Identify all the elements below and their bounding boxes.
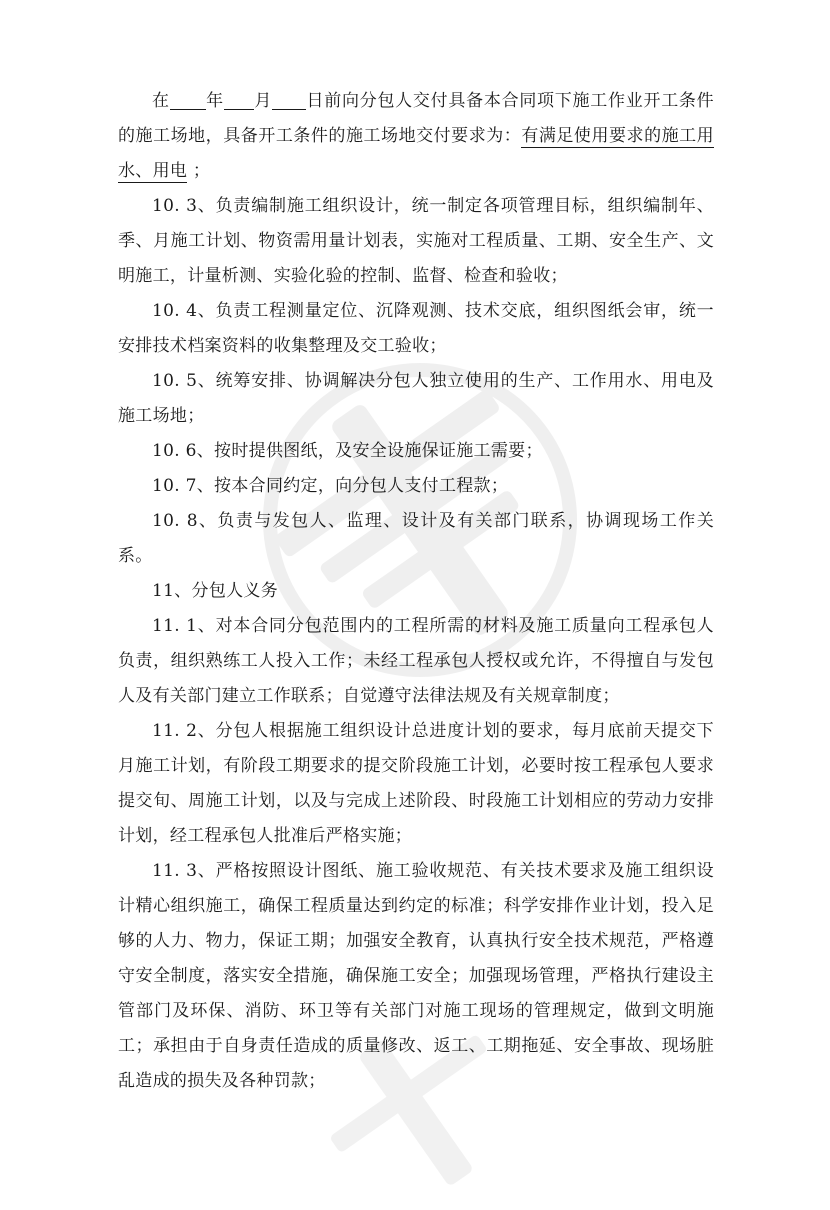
section-heading-11: 11、分包人义务	[152, 581, 279, 601]
clause-10-3: 10. 3、负责编制施工组织设计，统一制定各项管理目标，组织编制年、季、月施工计划、物资需用量计划表，实施对工程质量、工期、安全生产、文明施工，计量析测、实验化验的控制、监督、检查和验收；	[118, 196, 714, 286]
intro-paragraph	[118, 84, 714, 189]
year-blank	[170, 89, 206, 110]
handover-requirement-text: 有满足使用要求的施工用水、用电	[118, 126, 714, 181]
month-blank	[224, 89, 254, 110]
clause-11-3: 11. 3、严格按照设计图纸、施工验收规范、有关技术要求及施工组织设计精心组织施工，确保工程质量达到约定的标准；科学安排作业计划，投入足够的人力、物力，保证工期；加强安全教育，认真执行安全技术规范，严格遵守安全制度，落实安全措施，确保施工安全；加强现场管理，严格执行建设主管部门及环保、消防、环卫等有关部门对施工现场的管理规定，做到文明施工；承担由于自身责任造成的质量修改、返工、工期拖延、安全事故、现场脏乱造成的损失及各种罚款；	[118, 861, 714, 1091]
intro-body-text: 日前向分包人交付具备本合同项下施工作业开工条件的施工场地，具备开工条件的施工场地交付要求为：	[118, 91, 714, 146]
day-blank	[272, 89, 306, 110]
intro-pre-text: 在	[152, 91, 170, 111]
intro-tail-text: ；	[187, 161, 211, 181]
year-label: 年	[205, 91, 224, 111]
clause-10-6: 10. 6、按时提供图纸，及安全设施保证施工需要；	[152, 441, 543, 461]
clause-10-7: 10. 7、按本合同约定，向分包人支付工程款；	[152, 476, 509, 496]
clause-10-4: 10. 4、负责工程测量定位、沉降观测、技术交底，组织图纸会审，统一安排技术档案资料的收集整理及交工验收；	[118, 301, 714, 356]
month-label: 月	[253, 91, 273, 111]
clause-10-5: 10. 5、统筹安排、协调解决分包人独立使用的生产、工作用水、用电及施工场地；	[118, 371, 714, 426]
clause-11-2: 11. 2、分包人根据施工组织设计总进度计划的要求，每月底前天提交下月施工计划，有阶段工期要求的提交阶段施工计划，必要时按工程承包人要求提交旬、周施工计划，以及与完成上述阶段、时段施工计划相应的劳动力安排计划，经工程承包人批准后严格实施；	[118, 721, 714, 846]
clause-10-8: 10. 8、负责与发包人、监理、设计及有关部门联系，协调现场工作关系。	[118, 511, 714, 566]
clause-11-1: 11. 1、对本合同分包范围内的工程所需的材料及施工质量向工程承包人负责，组织熟练工人投入工作；未经工程承包人授权或允许，不得擅自与发包人及有关部门建立工作联系；自觉遵守法律法规及有关规章制度；	[118, 616, 714, 706]
document-body	[118, 84, 714, 1099]
